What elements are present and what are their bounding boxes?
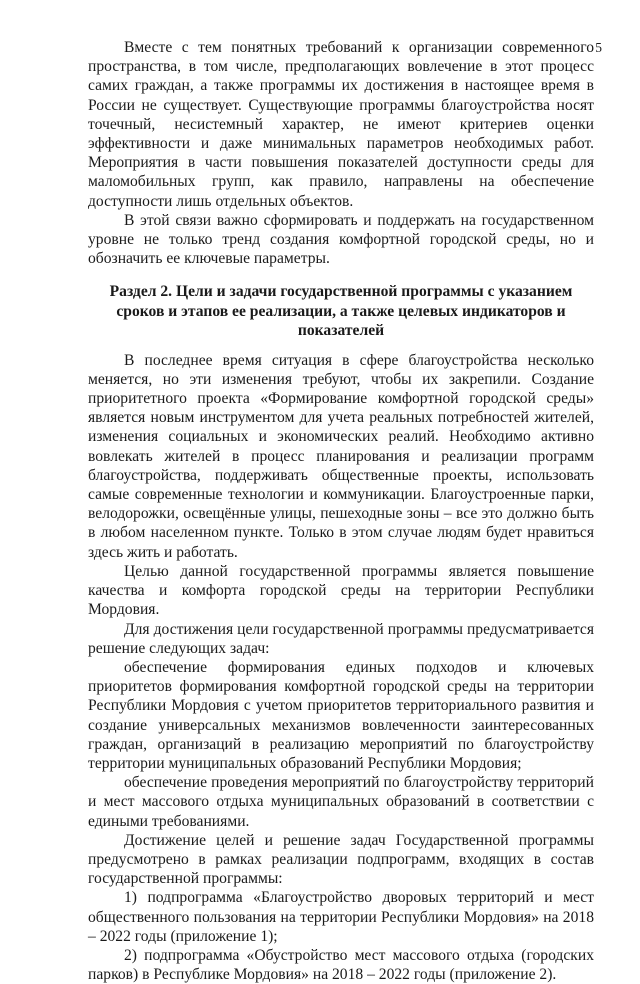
paragraph-intro-1: Вместе с тем понятных требований к организации современного пространства, в том числе, предполагающих вовлечение в этот процесс самих граждан, а также программы их достижения в настоящее время в России не существует. Существующие программы благоустройства носят точечный, несистемный характер, не имеют критериев оценки эффективности и даже минимальных параметров необходимых работ. Мероприятия в части повышения показателей доступности среды для маломобильных групп, как правило, направлены на обеспечение доступности лишь отдельных объектов.: [88, 39, 594, 210]
paragraph-section-5: обеспечение проведения мероприятий по благоустройству территорий и мест массового отдыха муниципальных образований в соответствии с едиными требованиями.: [88, 774, 594, 830]
section-gap: [88, 268, 594, 282]
paragraph-section-2: Целью данной государственной программы является повышение качества и комфорта городской среды на территории Республики Мордовия.: [88, 562, 594, 619]
paragraph-section-8: 2) подпрограмма «Обустройство мест массового отдыха (городских парков) в Республике Мордовия» на 2018 – 2022 годы (приложение 2).: [88, 946, 594, 984]
page-number: 5: [595, 40, 602, 55]
paragraph-section-1: В последнее время ситуация в сфере благоустройства несколько меняется, но эти изменения требуют, чтобы их закрепили. Создание приоритетного проекта «Формирование комфортной городской среды» является новым инструментом для учета реальных потребностей жителей, изменения социальных и экономических реалий. Необходимо активно вовлекать жителей в процесс планирования и реализации программ благоустройства, поддерживать общественные проекты, использовать самые современные технологии и коммуникации. Благоустроенные парки, велодорожки, освещённые улицы, пешеходные зоны – все это должно быть в любом населенном пункте. Только в этом случае людям будет нравиться здесь жить и работать.: [88, 351, 594, 561]
paragraph-section-7: 1) подпрограмма «Благоустройство дворовых территорий и мест общественного пользования на территории Республики Мордовия» на 2018 – 2022 годы (приложение 1);: [88, 889, 594, 945]
paragraph-section-6: Достижение целей и решение задач Государственной программы предусмотрено в рамках реализации подпрограмм, входящих в состав государственной программы:: [88, 831, 594, 888]
section-title: Раздел 2. Цели и задачи государственной программы с указанием сроков и этапов ее реализации, а также целевых индикаторов и показателей: [109, 283, 573, 340]
paragraph-section-3: Для достижения цели государственной программы предусматривается решение следующих задач:: [88, 620, 594, 657]
document-body: [88, 38, 594, 984]
paragraph-section-4: обеспечение формирования единых подходов и ключевых приоритетов формирования комфортной городской среды на территории Республики Мордовия с учетом приоритетов территориального развития и создание универсальных механизмов вовлеченности заинтересованных граждан, организаций в реализацию мероприятий по благоустройству территории муниципальных образований Республики Мордовия;: [88, 658, 594, 772]
paragraph-intro-2: В этой связи важно сформировать и поддержать на государственном уровне не только тренд создания комфортной городской среды, но и обозначить ее ключевые параметры.: [88, 211, 594, 268]
